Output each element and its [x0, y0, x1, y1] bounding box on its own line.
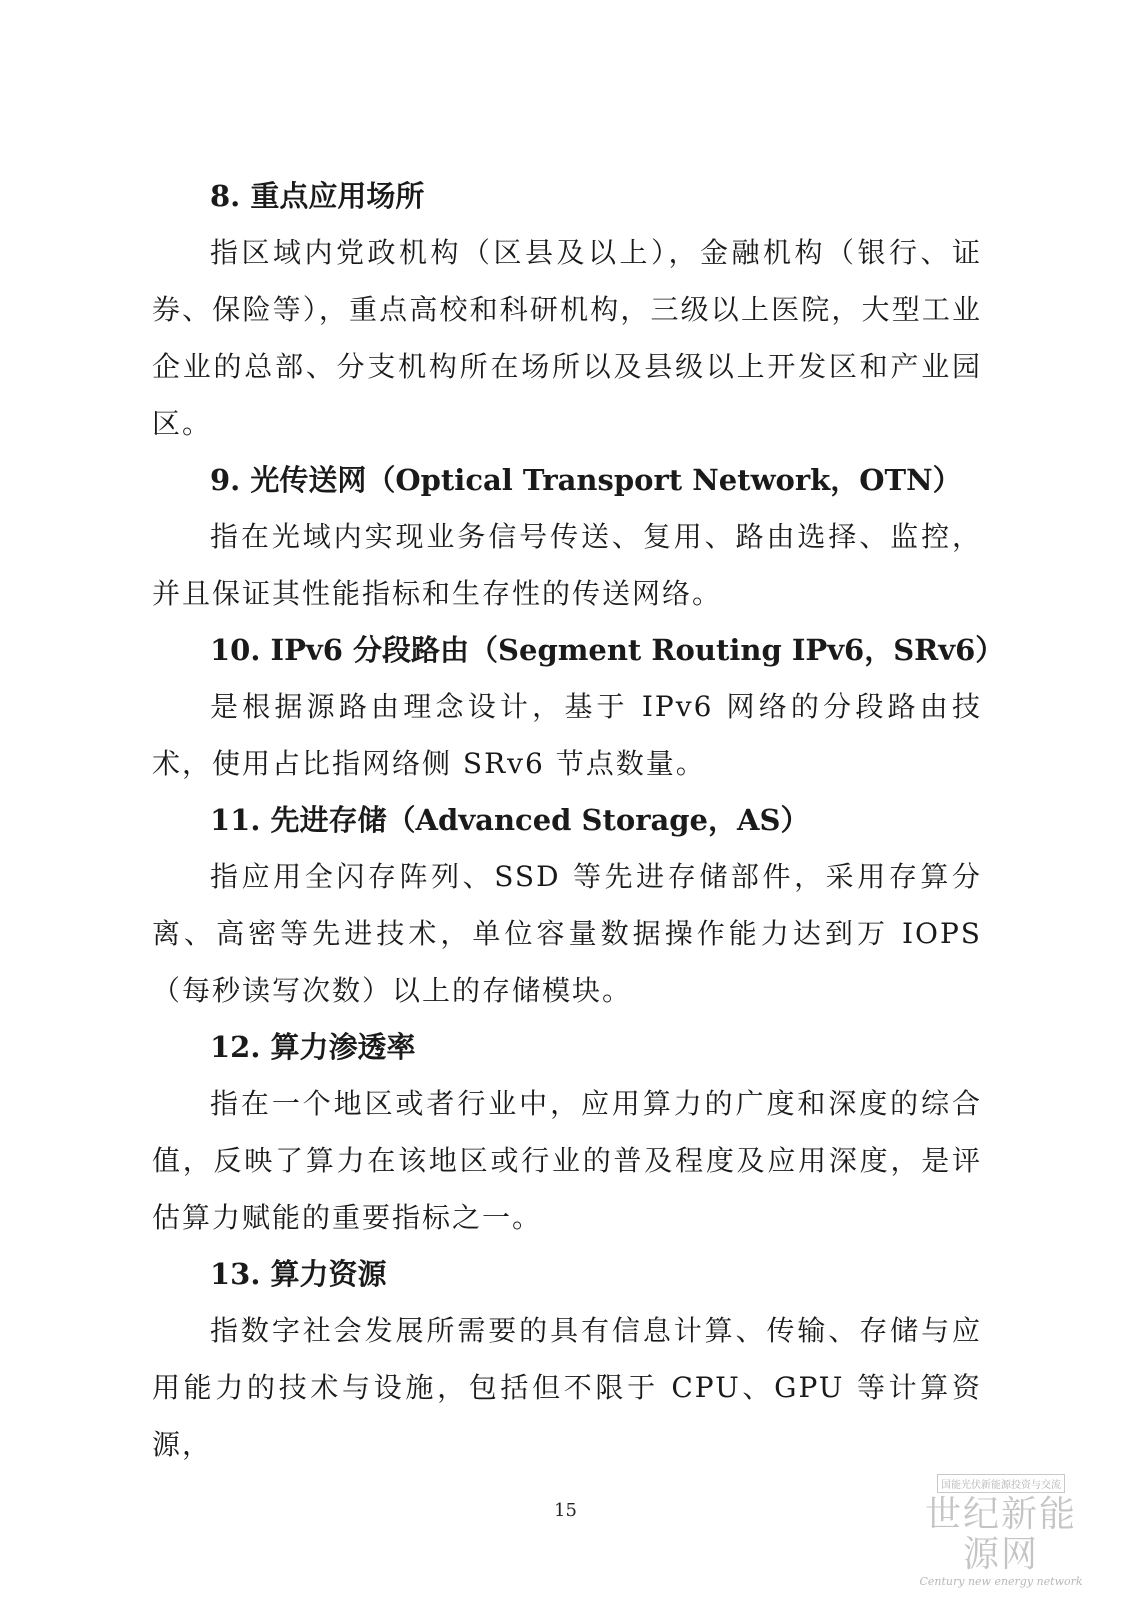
section-9 [152, 452, 982, 622]
section-10 [152, 622, 1005, 792]
section-heading: 8. 重点应用场所 [210, 179, 425, 213]
section-paragraph: 指区域内党政机构（区县及以上），金融机构（银行、证券、保险等），重点高校和科研机构，三级以上医院，大型工业企业的总部、分支机构所在场所以及县级以上开发区和产业园区。 [152, 236, 982, 440]
section-11 [152, 792, 982, 1019]
section-12 [152, 1019, 982, 1246]
section-heading: 12. 算力渗透率 [210, 1030, 416, 1064]
watermark-tagline: 国能光伏新能源投资与交流 [937, 1474, 1065, 1493]
section-paragraph: 指应用全闪存阵列、SSD 等先进存储部件，采用存算分离、高密等先进技术，单位容量数据操作能力达到万 IOPS（每秒读写次数）以上的存储模块。 [152, 860, 982, 1007]
watermark-logo [911, 1473, 1091, 1588]
section-paragraph: 指数字社会发展所需要的具有信息计算、传输、存储与应用能力的技术与设施，包括但不限于 CPU、GPU 等计算资源， [152, 1314, 982, 1461]
section-heading: 10. IPv6 分段路由（Segment Routing IPv6，SRv6） [210, 633, 1005, 667]
watermark-name: 世纪新能源网 [924, 1494, 1077, 1575]
document-body [152, 168, 1005, 1473]
section-paragraph: 指在光域内实现业务信号传送、复用、路由选择、监控，并且保证其性能指标和生存性的传送网络。 [152, 520, 982, 610]
watermark-english: Century new energy network [919, 1575, 1083, 1588]
section-13 [152, 1246, 982, 1473]
section-paragraph: 指在一个地区或者行业中，应用算力的广度和深度的综合值，反映了算力在该地区或行业的普及程度及应用深度，是评估算力赋能的重要指标之一。 [152, 1087, 982, 1234]
page-number: 15 [554, 1500, 577, 1521]
section-8 [152, 168, 982, 452]
section-heading: 11. 先进存储（Advanced Storage，AS） [210, 803, 810, 837]
section-heading: 9. 光传送网（Optical Transport Network，OTN） [210, 463, 962, 497]
section-heading: 13. 算力资源 [210, 1257, 387, 1291]
section-paragraph: 是根据源路由理念设计，基于 IPv6 网络的分段路由技术，使用占比指网络侧 SRv6 节点数量。 [152, 690, 982, 780]
